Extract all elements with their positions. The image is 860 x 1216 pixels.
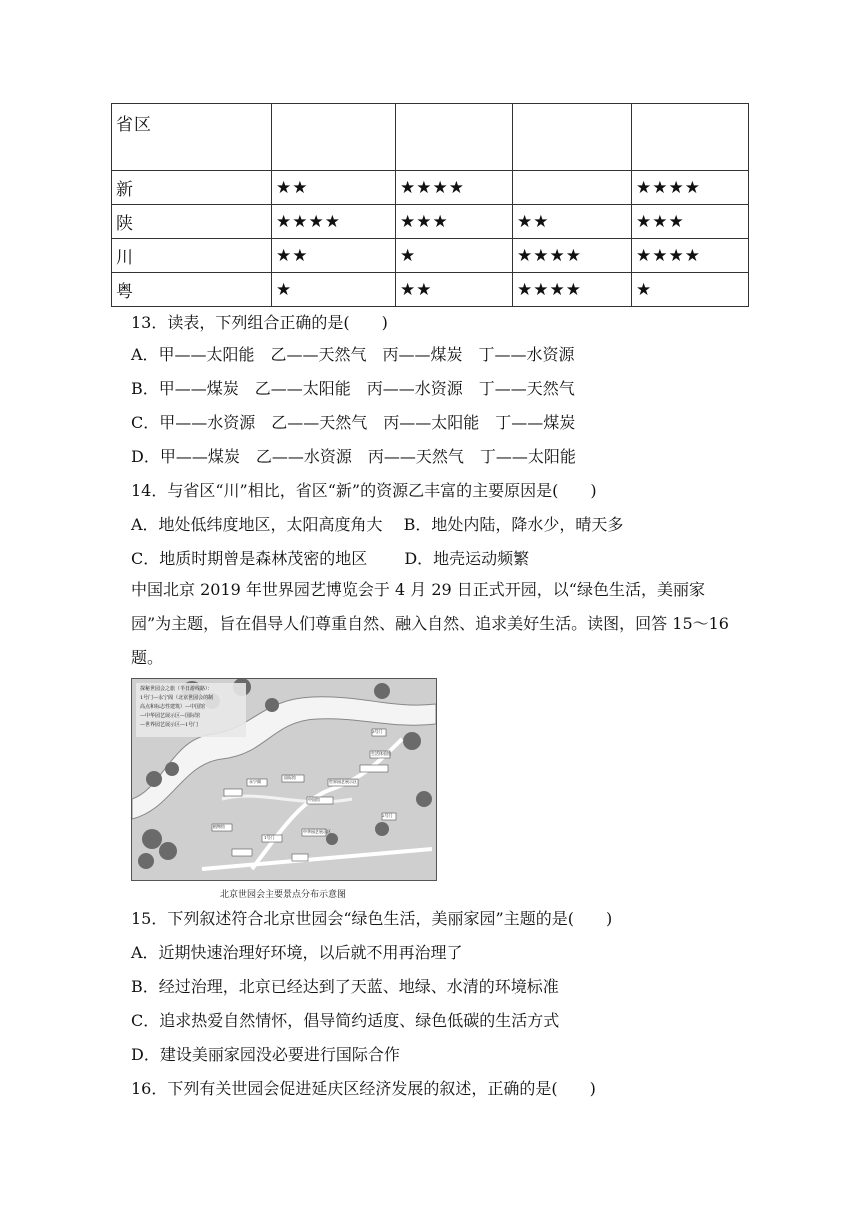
resource-table [111, 103, 749, 307]
map-label: 生活体验馆 [371, 751, 391, 756]
table-cell: ★★★★ [513, 273, 632, 307]
question-14-options-ab: A．地处低纬度地区，太阳高度角大 B．地处内陆，降水少，晴天多 [131, 515, 624, 534]
map-label: 1号门 [264, 835, 275, 840]
table-header-cell [272, 104, 396, 171]
table-cell: ★ [632, 273, 749, 307]
map-legend-line: 高点和标志性建筑）—中国馆 [140, 704, 206, 710]
table-cell: ★ [272, 273, 396, 307]
table-row [112, 239, 749, 273]
table-cell: ★★ [272, 171, 396, 205]
question-13-option-a: A．甲——太阳能 乙——天然气 丙——煤炭 丁——水资源 [131, 345, 575, 364]
question-16-stem: 16．下列有关世园会促进延庆区经济发展的叙述，正确的是( ) [131, 1079, 596, 1098]
expo-map-figure [131, 678, 437, 881]
map-label: 2号门 [382, 813, 393, 818]
table-cell: ★★ [513, 205, 632, 239]
table-cell: 川 [112, 239, 272, 273]
table-cell: ★★★★ [272, 205, 396, 239]
table-cell: 陕 [112, 205, 272, 239]
map-legend [140, 685, 213, 730]
table-cell: ★★★★ [396, 171, 513, 205]
map-legend-line: 探秘世园会之旅（半日游线路）： [140, 686, 213, 692]
table-header-row [112, 104, 749, 171]
table-cell: ★★★★ [632, 239, 749, 273]
table-cell: ★★★ [396, 205, 513, 239]
question-13-stem: 13．读表，下列组合正确的是( ) [131, 313, 388, 332]
question-15-option-a: A．近期快速治理好环境，以后就不用再治理了 [131, 943, 463, 962]
table-cell: ★★★ [632, 205, 749, 239]
question-13-option-d: D．甲——煤炭 乙——水资源 丙——天然气 丁——太阳能 [131, 447, 576, 466]
question-14-options-cd: C．地质时期曾是森林茂密的地区 D．地壳运动频繁 [131, 549, 530, 568]
table-cell [513, 171, 632, 205]
map-label: 世界园艺展示区 [329, 779, 357, 784]
table-cell: ★★★★ [632, 171, 749, 205]
table-header-cell [513, 104, 632, 171]
map-label: 中国馆 [308, 797, 320, 802]
question-14-stem: 14．与省区“川”相比，省区“新”的资源乙丰富的主要原因是( ) [131, 481, 597, 500]
map-legend-line: 1号门—永宁阁（北京世园会的制 [140, 695, 214, 701]
table-cell: 粤 [112, 273, 272, 307]
table-cell: ★★ [272, 239, 396, 273]
map-caption: 北京世园会主要景点分布示意图 [219, 890, 346, 900]
table-cell: 新 [112, 171, 272, 205]
table-header-cell [396, 104, 513, 171]
table-row [112, 171, 749, 205]
map-label: 植物馆 [213, 824, 225, 829]
map-label: 永宁阁 [249, 779, 261, 784]
question-15-option-d: D．建设美丽家园没必要进行国际合作 [131, 1045, 400, 1064]
table-row [112, 273, 749, 307]
table-cell: ★★★★ [513, 239, 632, 273]
question-13-option-c: C．甲——水资源 乙——天然气 丙——太阳能 丁——煤炭 [131, 413, 576, 432]
question-15-option-b: B．经过治理，北京已经达到了天蓝、地绿、水清的环境标准 [131, 977, 559, 996]
map-label: 中华园艺展示区 [303, 829, 331, 834]
map-legend-line: —世界园艺展示区—1号门 [140, 722, 199, 728]
table-header-cell: 省区 [112, 104, 272, 171]
map-legend-line: —中华园艺展示区—国际馆 [140, 713, 201, 719]
map-label: 3号门 [372, 729, 383, 734]
question-15-stem: 15．下列叙述符合北京世园会“绿色生活，美丽家园”主题的是( ) [131, 909, 613, 928]
question-13-option-b: B．甲——煤炭 乙——太阳能 丙——水资源 丁——天然气 [131, 379, 575, 398]
map-label: 国际馆 [284, 775, 296, 780]
intro-paragraph: 中国北京 2019 年世界园艺博览会于 4 月 29 日正式开园，以“绿色生活，美丽家园”为主题，旨在倡导人们尊重自然、融入自然、追求美好生活。读图，回答 15～16 题。 [131, 580, 729, 667]
table-cell: ★★ [396, 273, 513, 307]
question-15-option-c: C．追求热爱自然情怀，倡导简约适度、绿色低碳的生活方式 [131, 1011, 560, 1030]
table-cell: ★ [396, 239, 513, 273]
table-header-cell [632, 104, 749, 171]
table-row [112, 205, 749, 239]
